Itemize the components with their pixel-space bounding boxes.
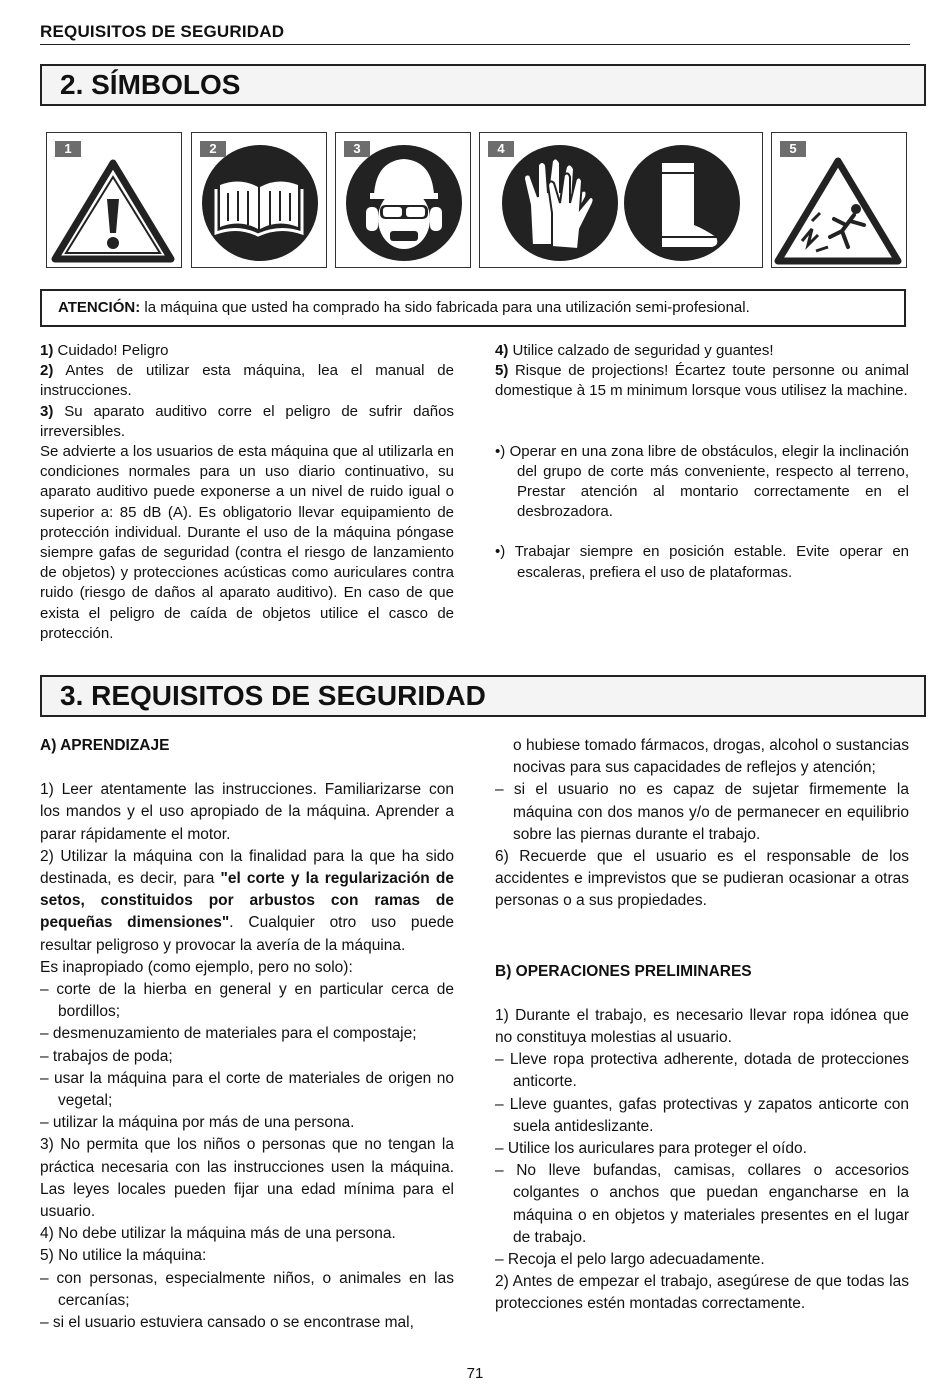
symbol-2 bbox=[191, 132, 327, 268]
heading-operaciones-preliminares: B) OPERACIONES PRELIMINARES bbox=[495, 962, 752, 980]
item-number: 5) bbox=[495, 362, 509, 380]
symbol-number: 1 bbox=[55, 141, 81, 157]
paragraph-intended-use: 2) Utilizar la máquina con la finalidad para la que ha sido destinada, es decir, para "el corte y la regularización de setos, constituidos por arbustos con ramas de pequeñas dimensiones". Cualquier otro uso puede resultar peligroso y provocar la avería de la máquina. bbox=[40, 847, 454, 954]
symbol-descriptions-right bbox=[495, 341, 909, 583]
heading-aprendizaje: A) APRENDIZAJE bbox=[40, 737, 170, 754]
attention-notice bbox=[40, 289, 906, 327]
page-number: 71 bbox=[466, 1365, 484, 1382]
item-number: 3) bbox=[40, 402, 54, 420]
symbol-number: 3 bbox=[344, 141, 370, 157]
attention-text: la máquina que usted ha comprado ha sido fabricada para una utilización semi-profesional. bbox=[140, 299, 750, 316]
bullet-stable-position: •) Trabajar siempre en posición estable. Evite operar en escaleras, prefiera el uso de plataformas. bbox=[495, 543, 909, 581]
list-item: – corte de la hierba en general y en particular cerca de bordillos; bbox=[40, 981, 454, 1021]
symbol-number: 4 bbox=[488, 141, 514, 157]
section-2-title: 2. SÍMBOLOS bbox=[40, 64, 926, 106]
section-3-title: 3. REQUISITOS DE SEGURIDAD bbox=[40, 675, 926, 717]
attention-label: ATENCIÓN: bbox=[58, 299, 141, 316]
symbol-3 bbox=[335, 132, 471, 268]
symbol-5-desc: Risque de projections! Écartez toute personne ou animal domestique à 15 m minimum lorsque vous utilisez la machine. bbox=[495, 362, 909, 400]
list-item: – Recoja el pelo largo adecuadamente. bbox=[495, 1251, 765, 1269]
item-number: 4) bbox=[495, 342, 509, 359]
symbol-number: 2 bbox=[200, 141, 226, 157]
section-3-left-column bbox=[40, 735, 454, 1334]
running-header: REQUISITOS DE SEGURIDAD bbox=[40, 22, 285, 41]
item-number: 1) bbox=[40, 342, 54, 359]
bullet-obstacles: •) Operar en una zona libre de obstáculos, elegir la inclinación del grupo de corte más conveniente, respecto al terreno, Prestar atención al montario correctamente en el desbrozadora. bbox=[495, 442, 909, 521]
symbol-1-desc: Cuidado! Peligro bbox=[53, 342, 169, 359]
symbol-4-desc: Utilice calzado de seguridad y guantes! bbox=[508, 342, 774, 359]
symbol-descriptions-left bbox=[40, 341, 454, 644]
paragraph: 4) No debe utilizar la máquina más de una persona. bbox=[40, 1225, 396, 1243]
section-3-right-column bbox=[495, 735, 909, 1316]
symbol-number: 5 bbox=[780, 141, 806, 157]
paragraph: 5) No utilice la máquina: bbox=[40, 1247, 207, 1265]
list-item: – usar la máquina para el corte de materiales de origen no vegetal; bbox=[40, 1069, 454, 1110]
paragraph: 3) No permita que los niños o personas que no tengan la práctica necesaria con las instrucciones usen la máquina. Las leyes locales pueden fijar una edad mínima para el usuario. bbox=[40, 1136, 454, 1221]
paragraph: Es inapropiado (como ejemplo, pero no solo): bbox=[40, 958, 353, 976]
list-item: – desmenuzamiento de materiales para el compostaje; bbox=[40, 1025, 417, 1043]
list-item: – con personas, especialmente niños, o animales en las cercanías; bbox=[40, 1269, 454, 1309]
list-item: – Utilice los auriculares para proteger el oído. bbox=[495, 1140, 807, 1158]
paragraph: 2) Antes de empezar el trabajo, asegúrese de que todas las protecciones estén montadas correctamente. bbox=[495, 1273, 909, 1313]
list-item: – No lleve bufandas, camisas, collares o accesorios colgantes o anchos que puedan engancharse en la máquina o en objetos y materiales presentes en el lugar de trabajo. bbox=[495, 1162, 909, 1246]
paragraph: 1) Leer atentamente las instrucciones. Familiarizarse con los mandos y el uso apropiado de la máquina. Aprender a parar rápidamente el motor. bbox=[40, 781, 454, 843]
list-item: – si el usuario estuviera cansado o se encontrase mal, bbox=[40, 1314, 414, 1332]
list-item: – trabajos de poda; bbox=[40, 1047, 173, 1065]
list-item: – si el usuario no es capaz de sujetar firmemente la máquina con dos manos y/o de permanecer en equilibrio sobre las piernas durante el trabajo. bbox=[495, 781, 909, 843]
symbol-4 bbox=[479, 132, 763, 268]
symbol-5 bbox=[771, 132, 907, 268]
list-item: – Lleve guantes, gafas protectivas y zapatos anticorte con suela antideslizante. bbox=[495, 1095, 909, 1135]
symbol-3-desc: Su aparato auditivo corre el peligro de sufrir daños irreversibles. bbox=[40, 402, 454, 440]
list-item: – utilizar la máquina por más de una persona. bbox=[40, 1114, 355, 1132]
noise-warning-paragraph: Se advierte a los usuarios de esta máquina que al utilizarla en condiciones normales para un uso diario continuativo, su aparato auditivo puede exponerse a un nivel de ruido igual o superior a: 85 dB (A). Es obligatorio llevar equipamiento de protección individual. Durante el uso de la máquina póngase siempre gafas de seguridad (contra el riesgo de lanzamiento de objetos) y protecciones acústicas como auriculares contra ruido (riesgo de daños al aparato auditivo). En caso de que exista el peligro de caída de objetos utilice el casco de protección. bbox=[40, 443, 454, 642]
paragraph: 6) Recuerde que el usuario es el responsable de los accidentes e imprevistos que se pudieran ocasionar a otras personas o a sus propiedades. bbox=[495, 848, 909, 910]
list-item: – Lleve ropa protectiva adherente, dotada de protecciones anticorte. bbox=[495, 1051, 909, 1091]
list-continuation: o hubiese tomado fármacos, drogas, alcohol o sustancias nocivas para sus capacidades de reflejos y atención; bbox=[513, 737, 909, 777]
paragraph: 1) Durante el trabajo, es necesario llevar ropa idónea que no constituya molestias al usuario. bbox=[495, 1006, 909, 1047]
item-number: 2) bbox=[40, 362, 54, 380]
header-rule bbox=[40, 44, 910, 45]
symbol-1 bbox=[46, 132, 182, 268]
gloves-boots-icon bbox=[480, 133, 761, 266]
symbol-2-desc: Antes de utilizar esta máquina, lea el manual de instrucciones. bbox=[40, 362, 454, 400]
